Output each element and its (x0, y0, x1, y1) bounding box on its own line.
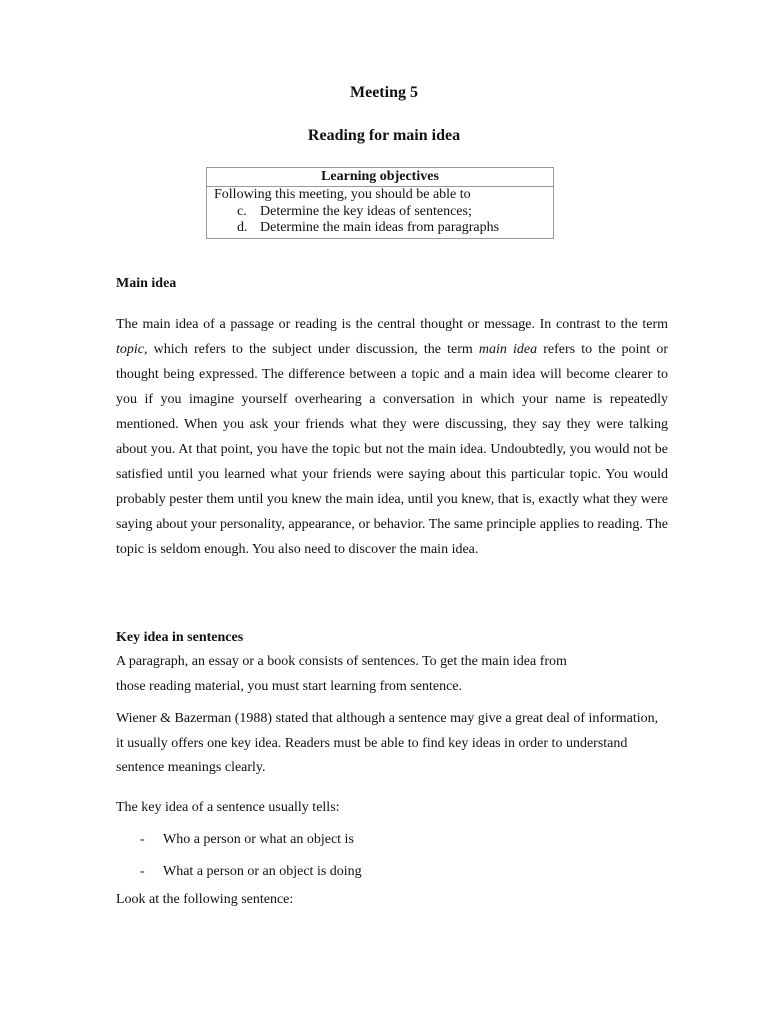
paragraph-line: A paragraph, an essay or a book consists of sentences. To get the main idea from (116, 654, 567, 669)
main-idea-term: main idea (478, 342, 538, 357)
paragraph-line: those reading material, you must start learning from sentence. (116, 678, 463, 694)
key-idea-paragraph-2: Wiener & Bazerman (1988) stated that although a sentence may give a great deal of information, it usually offers one key idea. Readers must be able to find key ideas in order to understand sentence meanings clearly. (116, 711, 659, 775)
objective-item (214, 204, 553, 221)
objective-text: Determine the main ideas from paragraphs (260, 220, 500, 235)
objective-letter: c. (237, 203, 247, 219)
key-idea-paragraph-3: The key idea of a sentence usually tells: (116, 800, 340, 815)
key-idea-heading: Key idea in sentences (116, 630, 244, 645)
main-idea-heading: Main idea (116, 276, 177, 291)
list-item (140, 832, 354, 848)
objective-item (214, 220, 553, 237)
paragraph-text: refers to the point or thought being expressed. The difference between a topic and a main idea will become clearer to you if you imagine yourself overhearing a conversation in which your name is repeatedly mentioned. When you ask your friends what they were discussing, they say they were talking about you. At that point, you have the topic but not the main idea. Undoubtedly, you would not be satisfied until you learned what your friends were saying about this particular topic. You would probably pester them until you knew the main idea, until you knew, that is, exactly what they were saying about your personality, appearance, or behavior. The same principle applies to reading. The topic is seldom enough. You also need to discover the main idea. (116, 342, 669, 557)
key-idea-paragraph-1 (116, 650, 668, 699)
learning-objectives-box (206, 167, 554, 239)
objective-letter: d. (237, 220, 248, 235)
list-dash: - (140, 832, 145, 847)
list-text: Who a person or what an object is (163, 832, 354, 847)
page-title: Meeting 5 (350, 84, 418, 101)
list-dash: - (140, 864, 145, 879)
objectives-body (207, 187, 553, 238)
list-text: What a person or an object is doing (163, 864, 362, 879)
main-idea-paragraph (116, 312, 668, 562)
list-item (140, 864, 362, 880)
paragraph-text: The main idea of a passage or reading is the central thought or message. In contrast to the term (116, 317, 668, 332)
paragraph-text: , which refers to the subject under discussion, the term (144, 342, 479, 357)
objectives-intro: Following this meeting, you should be able to (214, 187, 471, 202)
objectives-header: Learning objectives (207, 168, 553, 187)
page-subtitle: Reading for main idea (307, 127, 461, 144)
topic-term: topic (116, 342, 144, 357)
objective-text: Determine the key ideas of sentences; (260, 203, 472, 219)
key-idea-paragraph-4: Look at the following sentence: (116, 892, 294, 907)
